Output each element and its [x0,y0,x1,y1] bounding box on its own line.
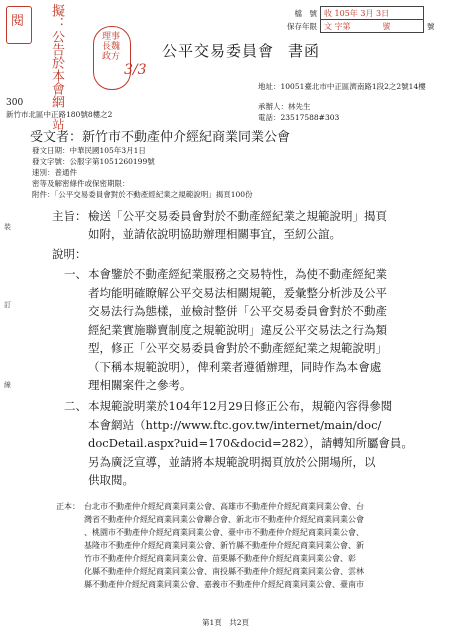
contact-person: 承辦人：林先生 [258,102,311,111]
chairman-seal-text: 理事長魏政方 [101,32,120,62]
sender-address: 新竹市北區中正路180號8樓之2 [6,110,113,119]
copies-line: 、桃園市不動產仲介經紀商業同業公會、臺中市不動產仲介經紀商業同業公會、 [84,528,364,537]
file-label: 檔 號 [294,8,317,18]
copies-label: 正本： [56,502,80,511]
item-2-line: docDetail.aspx?uid=170&docid=282），請轉知所屬會員。 [88,436,413,450]
sender-zip: 300 [6,98,24,108]
security-level: 密等及解密條件或保密期限： [32,179,130,188]
page-number: 第1頁 共2頁 [201,618,250,627]
document-number: 發文字號：公服字第1051260199號 [32,157,155,166]
file-suffix [424,7,441,20]
receipt-stamp-number: 文 字第 號 [321,20,424,33]
receipt-suffix: 號 [427,21,435,31]
item-2-text [88,397,443,490]
handwritten-date: 3/3 [124,62,147,78]
agency-address: 地址：10051臺北市中正區濟南路1段2之2號14樓 [258,82,426,91]
posting-note: 擬：公告於本會網 [49,4,64,108]
copies-list [84,500,446,591]
explanation-label: 說明： [52,247,87,261]
document-type: 書函 [288,42,321,60]
item-1-line: （下稱本規範說明），俾利業者遵循辦理，同時作為本會處 [88,359,382,374]
item-1-line: 型，修正「公平交易委員會對於不動產經紀業之規範說明」 [88,341,387,355]
item-2-link-line: 本會網站（http://www.ftc.gov.tw/internet/main/doc/ [88,417,382,432]
binding-mark: 訂 [4,301,11,309]
copies-line: 化縣不動產仲介經紀商業同業公會、南投縣不動產仲介經紀商業同業公會、雲林 [84,567,364,576]
item-1-line: 理相關案件之參考。 [88,378,192,392]
item-1-line: 經紀業實施聯賣制度之規範說明」違反公平交易法之行為類 [88,322,387,337]
agency-name: 公平交易委員會 [162,42,275,60]
subject-label: 主旨： [52,209,87,223]
copies-line: 基隆市不動產仲介經紀商業同業公會、新竹縣不動產仲介經紀商業同業公會、新 [84,541,364,550]
subject-line-1: 檢送「公平交易委員會對於不動產經紀業之規範說明」揭頁 [88,209,387,223]
item-1-line: 者均能明確瞭解公平交易法相關規範，爰彙整分析涉及公平 [88,285,387,300]
item-2-line: 本規範說明業於104年12月29日修正公布，規範內容得參閱 [88,399,393,413]
copies-line: 台北市不動產仲介經紀商業同業公會、高雄市不動產仲介經紀商業同業公會、台 [84,502,364,511]
binding-mark: 裝 [4,223,11,231]
issue-date: 發文日期：中華民國105年3月1日 [32,146,146,155]
delivery-speed: 速別：普通件 [32,168,77,177]
document-title [162,40,320,61]
binding-mark: 線 [4,381,11,389]
recipient: 受文者：新竹市不動產仲介經紀商業同業公會 [30,130,291,145]
item-1-line: 交易法行為態樣，並檢討整併「公平交易委員會對於不動產 [88,304,387,318]
copies-line: 竹市不動產仲介經紀商業同業公會、苗栗縣不動產仲介經紀商業同業公會、彰 [84,554,356,563]
file-number-table [280,6,440,33]
item-1-text [88,265,443,395]
subject-line-2: 如附，並請依說明協助辦理相關事宜，至紉公誼。 [88,227,341,241]
contact-phone: 電話：23517588#303 [258,113,340,122]
item-1-line: 本會鑒於不動產經紀業服務之交易特性，為使不動產經紀業 [88,267,387,281]
item-2-line: 另為廣泛宣導，並請將本規範說明揭頁放於公開場所，以 [88,454,376,469]
attachment: 附件：「公平交易委員會對於不動產經紀業之規範說明」揭頁100份 [32,190,253,199]
copies-line: 縣不動產仲介經紀商業同業公會、嘉義市不動產仲介經紀商業同業公會、臺南市 [84,580,364,589]
item-1-number: 一、 [64,267,87,281]
copies-line: 灣省不動產仲介經紀商業同業公會聯合會、新北市不動產仲介經紀商業同業公會 [84,515,364,524]
receipt-stamp-date: 收 105年 3月 3日 [321,7,424,20]
posting-note-tail: 站 [51,118,65,130]
retention-label: 保存年限 [287,21,317,31]
item-2-number: 二、 [64,399,87,413]
received-stamp-char: 閱 [11,14,25,29]
item-2-line: 供取閱。 [88,473,134,487]
